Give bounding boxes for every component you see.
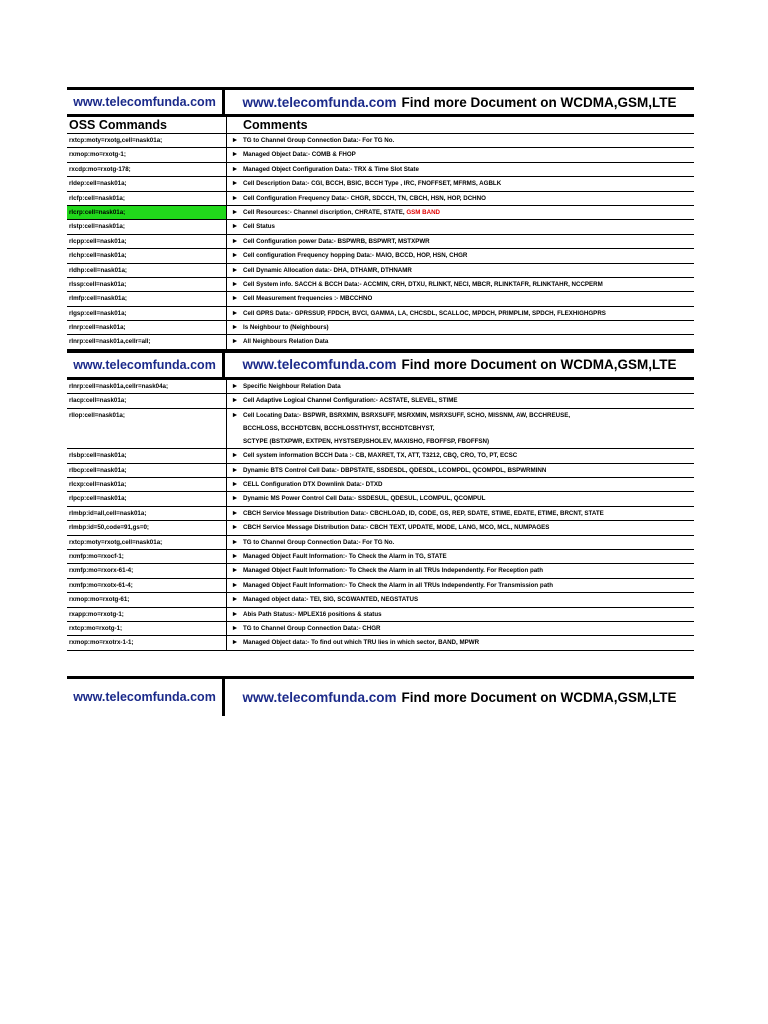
table-row — [67, 134, 694, 148]
table-row — [67, 264, 694, 278]
comment-text — [243, 464, 694, 477]
comment-main: Dynamic BTS Control Cell Data:- DBPSTATE, SSDESDL, QDESDL, LCOMPDL, QCOMPDL, BSPWRMINN — [243, 466, 547, 474]
table-row — [67, 409, 694, 450]
arrow-right-icon: ► — [231, 567, 239, 575]
command-cell[interactable]: rxtcp:mo=rxotg-1; — [67, 622, 227, 635]
comment-cell[interactable] — [227, 449, 694, 462]
command-cell[interactable]: rldhp:cell=nask01a; — [67, 264, 227, 277]
comment-main: Managed Object Configuration Data:- TRX & Time Slot State — [243, 165, 419, 173]
comment-cell[interactable] — [227, 622, 694, 635]
arrow-right-icon: ► — [231, 624, 239, 632]
comment-main: Cell Description Data:- CGI, BCCH, BSIC, BCCH Type , IRC, FNOFFSET, MFRMS, AGBLK — [243, 180, 502, 188]
command-cell[interactable]: rxtcp:moty=rxotg,cell=nask01a; — [67, 536, 227, 549]
arrow-right-icon: ► — [231, 596, 239, 604]
comment-main: CBCH Service Message Distribution Data:- CBCH TEXT, UPDATE, MODE, LANG, MCO, MCL, NUMPAGES — [243, 524, 550, 532]
tagline: Find more Document on WCDMA,GSM,LTE — [401, 689, 677, 705]
command-cell[interactable]: rlcxp:cell=nask01a; — [67, 478, 227, 491]
arrow-right-icon: ► — [231, 208, 239, 216]
arrow-right-icon: ► — [231, 524, 239, 532]
comment-main: Managed Object Data:- COMB & FHOP — [243, 151, 356, 159]
table-row — [67, 235, 694, 249]
arrow-right-icon: ► — [231, 338, 239, 346]
table-row — [67, 220, 694, 234]
comment-main: All Neighbours Relation Data — [243, 338, 329, 346]
comment-text — [243, 380, 694, 393]
arrow-right-icon: ► — [231, 252, 239, 260]
site-link[interactable]: www.telecomfunda.com — [67, 90, 225, 114]
arrow-right-icon: ► — [231, 552, 239, 560]
command-cell[interactable]: rxtcp:moty=rxotg,cell=nask01a; — [67, 134, 227, 147]
site-link-inline[interactable]: www.telecomfunda.com — [242, 689, 397, 705]
table-row — [67, 608, 694, 622]
arrow-right-icon: ► — [231, 452, 239, 460]
comment-text — [243, 264, 694, 277]
comment-main: Specific Neighbour Relation Data — [243, 382, 341, 390]
command-cell[interactable]: rlstp:cell=nask01a; — [67, 220, 227, 233]
comment-text — [243, 622, 694, 635]
header-oss-commands: OSS Commands — [67, 117, 227, 133]
arrow-right-icon: ► — [231, 382, 239, 390]
comment-text — [243, 249, 694, 262]
comment-text — [243, 235, 694, 248]
table-row — [67, 449, 694, 463]
comment-cell[interactable] — [227, 380, 694, 393]
arrow-right-icon: ► — [231, 481, 239, 489]
comment-cell[interactable] — [227, 206, 694, 219]
comment-main: Managed Object data:- To find out which TRU lies in which sector, BAND, MPWR — [243, 639, 480, 647]
comment-text — [243, 292, 694, 305]
comment-text — [243, 550, 694, 563]
comment-main: CELL Configuration DTX Downlink Data:- DTXD — [243, 481, 383, 489]
tagline: Find more Document on WCDMA,GSM,LTE — [401, 357, 677, 373]
comment-cell[interactable] — [227, 409, 694, 449]
header-comments: Comments — [243, 118, 308, 132]
comment-main: Managed Object Fault Information:- To Check the Alarm in all TRUs Independently. For Transmission path — [243, 581, 553, 589]
arrow-right-icon: ► — [231, 165, 239, 173]
comment-text — [243, 307, 694, 320]
comment-text — [243, 536, 694, 549]
comment-cell[interactable] — [227, 492, 694, 505]
middle-banner — [67, 350, 694, 380]
table-row — [67, 622, 694, 636]
comment-cell[interactable] — [227, 550, 694, 563]
arrow-right-icon: ► — [231, 639, 239, 647]
arrow-right-icon: ► — [231, 180, 239, 188]
comment-text — [243, 335, 694, 348]
command-cell[interactable]: rxmfp:mo=rxocf-1; — [67, 550, 227, 563]
table-row — [67, 492, 694, 506]
comment-main: Cell Measurement frequencies :- MBCCHNO — [243, 295, 373, 303]
comment-text — [243, 593, 694, 606]
comment-cell[interactable] — [227, 292, 694, 305]
command-cell[interactable]: rxcdp:mo=rxotg-178; — [67, 163, 227, 176]
command-cell[interactable]: rlcfp:cell=nask01a; — [67, 192, 227, 205]
table-header — [67, 117, 694, 134]
comment-cell[interactable] — [227, 192, 694, 205]
site-link[interactable]: www.telecomfunda.com — [67, 679, 225, 716]
arrow-right-icon: ► — [231, 466, 239, 474]
command-cell[interactable]: rxapp:mo=rxotg-1; — [67, 608, 227, 621]
command-cell[interactable]: rldep:cell=nask01a; — [67, 177, 227, 190]
comment-text — [243, 148, 694, 161]
command-cell[interactable]: rlmbp:id=50,code=91,gs=0; — [67, 521, 227, 534]
comment-main: Dynamic MS Power Control Cell Data:- SSDESUL, QDESUL, LCOMPUL, QCOMPUL — [243, 495, 486, 503]
comment-cell[interactable] — [227, 321, 694, 334]
table-row — [67, 394, 694, 408]
comment-main: Cell Dynamic Allocation data:- DHA, DTHAMR, DTHNAMR — [243, 266, 412, 274]
table-row — [67, 564, 694, 578]
arrow-right-icon: ► — [231, 397, 239, 405]
table-row — [67, 507, 694, 521]
comment-text — [243, 564, 694, 577]
banner-tagline-cell — [225, 353, 694, 377]
arrow-right-icon: ► — [231, 309, 239, 317]
comment-main: Cell Status — [243, 223, 275, 231]
arrow-right-icon: ► — [231, 151, 239, 159]
comment-text — [243, 177, 694, 190]
comment-text — [243, 192, 694, 205]
comment-text — [243, 636, 694, 649]
table-row — [67, 521, 694, 535]
comment-main: Cell configuration Frequency hopping Data:- MAIO, BCCD, HOP, HSN, CHGR — [243, 252, 468, 260]
section-1-rows — [67, 134, 694, 350]
comment-text — [243, 507, 694, 520]
comment-cell[interactable] — [227, 579, 694, 592]
command-cell[interactable]: rlchp:cell=nask01a; — [67, 249, 227, 262]
comment-text — [243, 449, 694, 462]
comment-cell[interactable] — [227, 478, 694, 491]
comment-main: Is Neighbour to (Neighbours) — [243, 324, 329, 332]
site-link[interactable]: www.telecomfunda.com — [67, 353, 225, 377]
table-row — [67, 579, 694, 593]
comment-text — [243, 163, 694, 176]
comment-text — [243, 409, 694, 449]
table-row — [67, 593, 694, 607]
comment-main: Cell Adaptive Logical Channel Configuration:- ACSTATE, SLEVEL, STIME — [243, 397, 458, 405]
comment-main: Managed Object Fault Information:- To Check the Alarm in TG, STATE — [243, 552, 447, 560]
comment-main: TG to Channel Group Connection Data:- For TG No. — [243, 538, 395, 546]
comment-cell[interactable] — [227, 464, 694, 477]
command-cell[interactable]: rxmop:mo=rxotg-61; — [67, 593, 227, 606]
comment-highlight: GSM BAND — [406, 208, 441, 216]
tagline: Find more Document on WCDMA,GSM,LTE — [401, 94, 677, 110]
table-row — [67, 335, 694, 349]
command-cell[interactable]: rlbcp:cell=nask01a; — [67, 464, 227, 477]
table-row — [67, 321, 694, 335]
comment-main: Managed Object Fault Information:- To Check the Alarm in all TRUs Independently. For Reception path — [243, 567, 544, 575]
comment-text — [243, 206, 694, 219]
banner-tagline-cell — [225, 679, 694, 716]
table-row — [67, 292, 694, 306]
section-2-rows — [67, 380, 694, 651]
command-cell[interactable]: rllop:cell=nask01a; — [67, 409, 227, 449]
comment-text — [243, 608, 694, 621]
comment-cell[interactable] — [227, 220, 694, 233]
comment-cell[interactable] — [227, 335, 694, 348]
command-cell[interactable]: rlnrp:cell=nask01a,cellr=all; — [67, 335, 227, 348]
comment-text — [243, 394, 694, 407]
comment-text — [243, 521, 694, 534]
comment-cell[interactable] — [227, 507, 694, 520]
comment-cell[interactable] — [227, 521, 694, 534]
arrow-right-icon: ► — [231, 137, 239, 144]
table-row — [67, 307, 694, 321]
comment-cell[interactable] — [227, 264, 694, 277]
arrow-right-icon: ► — [231, 237, 239, 245]
bottom-banner — [67, 676, 694, 716]
arrow-right-icon: ► — [231, 495, 239, 503]
comment-cell[interactable] — [227, 394, 694, 407]
comment-text — [243, 321, 694, 334]
comment-cell[interactable] — [227, 249, 694, 262]
table-row — [67, 278, 694, 292]
comment-cell[interactable] — [227, 235, 694, 248]
arrow-right-icon: ► — [231, 266, 239, 274]
site-link-inline[interactable]: www.telecomfunda.com — [242, 357, 397, 373]
command-cell[interactable]: rlacp:cell=nask01a; — [67, 394, 227, 407]
comment-cell[interactable] — [227, 134, 694, 147]
arrow-right-icon: ► — [231, 223, 239, 231]
arrow-right-icon: ► — [231, 324, 239, 332]
comment-main: Abis Path Status:- MPLEX16 positions & status — [243, 610, 382, 618]
comment-cell[interactable] — [227, 163, 694, 176]
comment-text — [243, 492, 694, 505]
comment-main: Cell System info. SACCH & BCCH Data:- ACCMIN, CRH, DTXU, RLINKT, NECI, MBCR, RLINKTAFR, RLINKTAHR, NCCPERM — [243, 280, 603, 288]
table-row — [67, 249, 694, 263]
command-cell[interactable]: rlcpp:cell=nask01a; — [67, 235, 227, 248]
comment-main: Cell system information BCCH Data :- CB, MAXRET, TX, ATT, T3212, CBQ, CRO, TO, PT, ECSC — [243, 452, 518, 460]
arrow-right-icon: ► — [231, 295, 239, 303]
command-cell[interactable]: rlgsp:cell=nask01a; — [67, 307, 227, 320]
table-row — [67, 148, 694, 162]
table-row — [67, 636, 694, 650]
comment-cell[interactable] — [227, 307, 694, 320]
comment-main: Cell Resources:- Channel discription, CHRATE, STATE, — [243, 208, 405, 216]
comment-main: TG to Channel Group Connection Data:- CHGR — [243, 624, 381, 632]
comment-main: Cell Configuration power Data:- BSPWRB, BSPWRT, MSTXPWR — [243, 237, 430, 245]
command-cell[interactable]: rxmop:mo=rxotrx-1-1; — [67, 636, 227, 649]
comment-text — [243, 478, 694, 491]
table-row — [67, 206, 694, 220]
comment-cell[interactable] — [227, 636, 694, 649]
comment-cell[interactable] — [227, 564, 694, 577]
comment-cell[interactable] — [227, 593, 694, 606]
command-cell[interactable]: rlpcp:cell=nask01a; — [67, 492, 227, 505]
command-cell[interactable]: rlssp:cell=nask01a; — [67, 278, 227, 291]
command-cell[interactable]: rxmfp:mo=rxorx-61-4; — [67, 564, 227, 577]
table-row — [67, 550, 694, 564]
comment-text — [243, 579, 694, 592]
arrow-right-icon: ► — [231, 538, 239, 546]
comment-main: CBCH Service Message Distribution Data:- CBCHLOAD, ID, CODE, GS, REP, SDATE, STIME, EDATE, ETIME, BRCNT, STATE — [243, 509, 604, 517]
command-cell[interactable]: rlnrp:cell=nask01a,cellr=nask04a; — [67, 380, 227, 393]
arrow-right-icon: ► — [231, 280, 239, 288]
comment-main: Managed object data:- TEI, SIG, SCGWANTED, NEGSTATUS — [243, 596, 419, 604]
command-cell[interactable]: rxmop:mo=rxotg-1; — [67, 148, 227, 161]
site-link-inline[interactable]: www.telecomfunda.com — [242, 94, 397, 110]
arrow-right-icon: ► — [231, 411, 239, 419]
comment-main: Cell Locating Data:- BSPWR, BSRXMIN, BSRXSUFF, MSRXMIN, MSRXSUFF, SCHO, MISSNM, AW, BCCHREUSE, — [243, 411, 571, 419]
arrow-right-icon: ► — [231, 194, 239, 202]
banner-tagline-cell — [225, 90, 694, 114]
comment-continuation: BCCHLOSS, BCCHDTCBN, BCCHLOSSTHYST, BCCHDTCBHYST, — [243, 424, 435, 432]
comment-cell[interactable] — [227, 278, 694, 291]
command-cell[interactable]: rlnrp:cell=nask01a; — [67, 321, 227, 334]
table-row — [67, 536, 694, 550]
command-cell[interactable]: rlmfp:cell=nask01a; — [67, 292, 227, 305]
comment-main: Cell GPRS Data:- GPRSSUP, FPDCH, BVCI, GAMMA, LA, CHCSDL, SCALLOC, MPDCH, PRIMPLIM, SPDCH, FLEXHIGHGPRS — [243, 309, 606, 317]
table-row — [67, 192, 694, 206]
comment-main: Cell Configuration Frequency Data:- CHGR, SDCCH, TN, CBCH, HSN, HOP, DCHNO — [243, 194, 486, 202]
table-row — [67, 177, 694, 191]
comment-text — [243, 134, 694, 147]
command-cell[interactable]: rlmbp:id=all,cell=nask01a; — [67, 507, 227, 520]
comment-continuation: SCTYPE (BSTXPWR, EXTPEN, HYSTSEP,ISHOLEV, MAXISHO, FBOFFSP, FBOFFSN) — [243, 438, 490, 446]
comment-cell[interactable] — [227, 177, 694, 190]
table-row — [67, 163, 694, 177]
arrow-right-icon: ► — [231, 610, 239, 618]
comment-main: TG to Channel Group Connection Data:- For TG No. — [243, 137, 395, 144]
table-row — [67, 380, 694, 394]
command-cell[interactable]: rlcrp:cell=nask01a; — [67, 206, 227, 219]
comment-text — [243, 220, 694, 233]
spreadsheet — [67, 87, 694, 716]
command-cell[interactable]: rlsbp:cell=nask01a; — [67, 449, 227, 462]
comment-cell[interactable] — [227, 148, 694, 161]
comment-text — [243, 278, 694, 291]
comment-cell[interactable] — [227, 536, 694, 549]
command-cell[interactable]: rxmfp:mo=rxotx-61-4; — [67, 579, 227, 592]
table-row — [67, 464, 694, 478]
comment-cell[interactable] — [227, 608, 694, 621]
top-banner — [67, 87, 694, 117]
arrow-right-icon: ► — [231, 581, 239, 589]
arrow-right-icon: ► — [231, 509, 239, 517]
table-row — [67, 478, 694, 492]
